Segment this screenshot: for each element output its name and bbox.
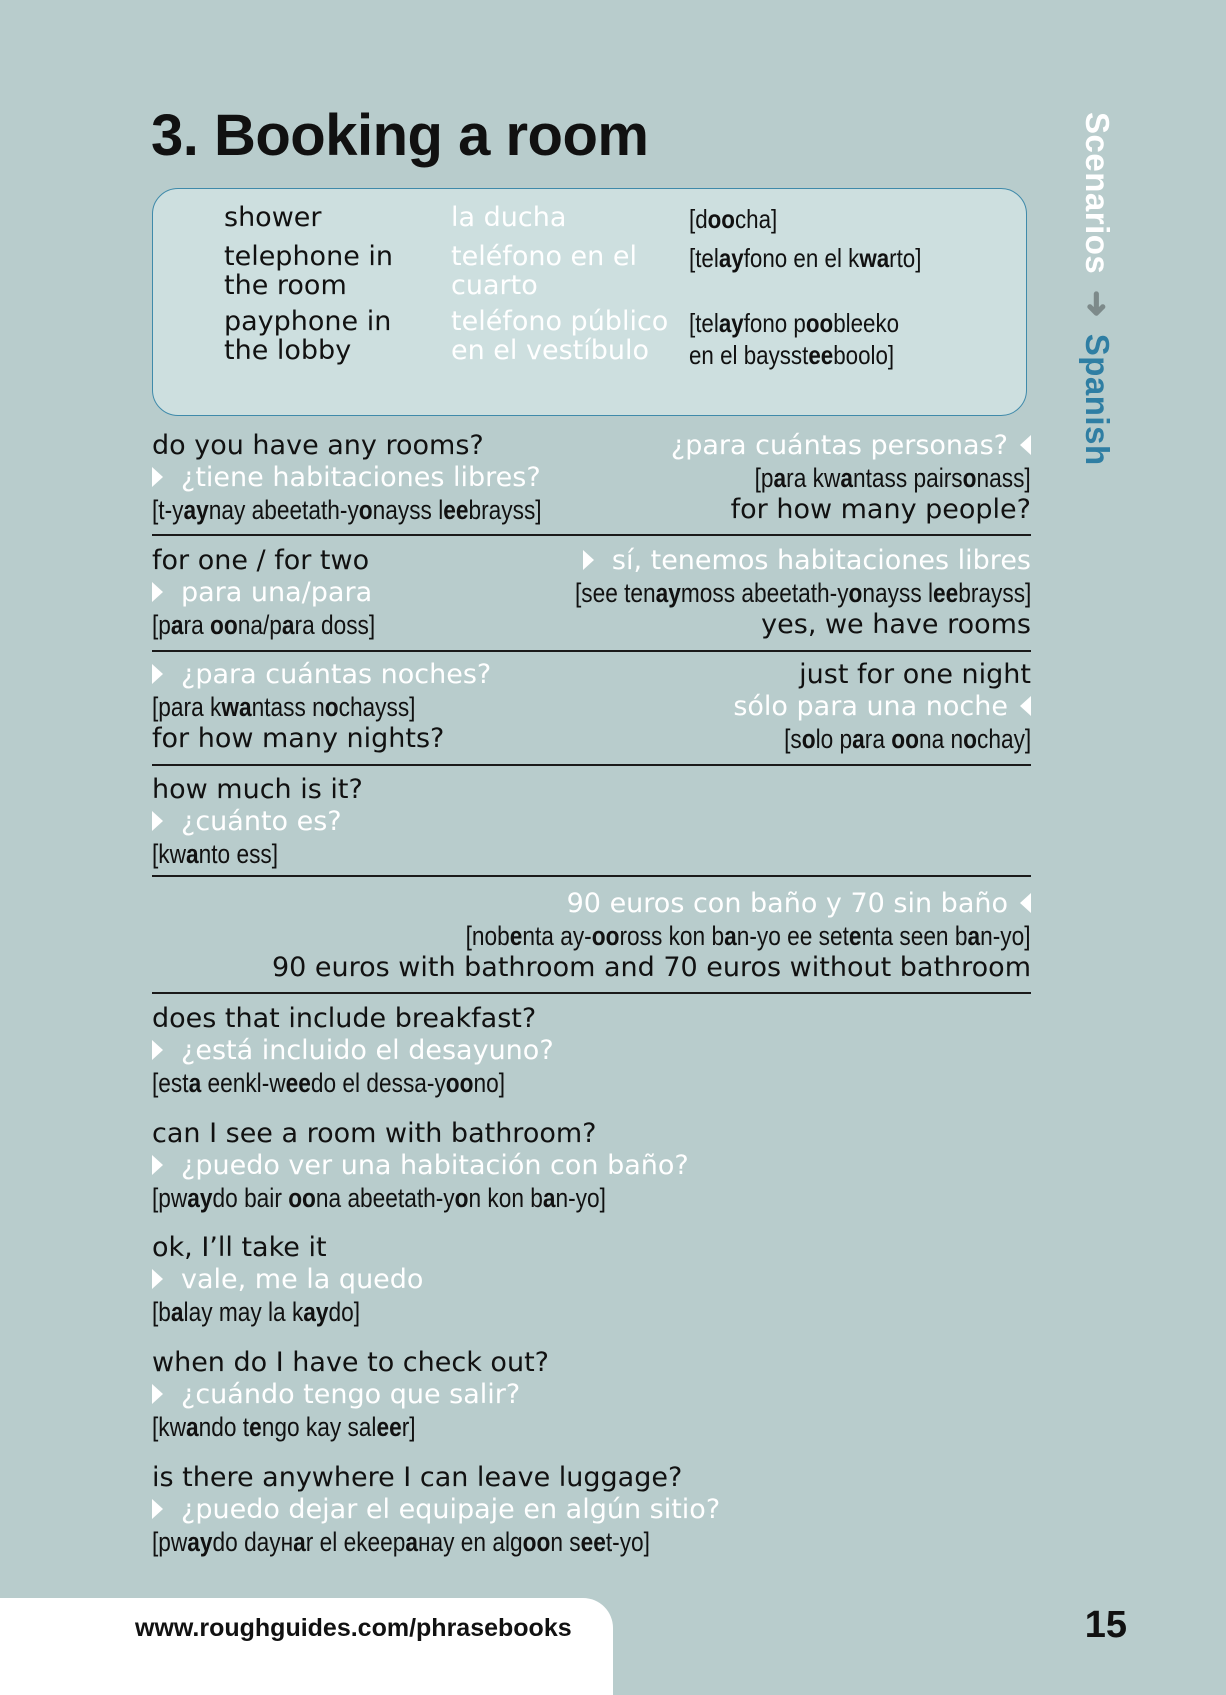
phrase-pronunciation: [t-yaynay abeetath-yonayss leebrayss] bbox=[152, 495, 542, 525]
triangle-right-icon bbox=[152, 1499, 163, 1519]
phrase-spanish: ¿tiene habitaciones libres? bbox=[152, 462, 616, 494]
phrase-pronunciation: [solo para oona nochay] bbox=[783, 724, 1031, 754]
phrase-block bbox=[152, 1232, 423, 1328]
section-tab bbox=[1078, 112, 1117, 466]
phrase-block bbox=[152, 1003, 572, 1099]
phrase-spanish: ¿cuándo tengo que salir? bbox=[152, 1379, 549, 1411]
phrase-english: can I see a room with bathroom? bbox=[152, 1118, 597, 1149]
phrase-spanish: ¿para cuántas personas? bbox=[671, 430, 1031, 462]
triangle-right-icon bbox=[152, 1040, 163, 1060]
triangle-right-icon bbox=[152, 1155, 163, 1175]
phrase-spanish: ¿cuánto es? bbox=[152, 806, 363, 838]
vocabulary-box bbox=[152, 188, 1027, 416]
triangle-right-icon bbox=[152, 582, 163, 602]
phrase-spanish: vale, me la quedo bbox=[152, 1264, 423, 1296]
phrase-pronunciation: [para kwantass pairsonass] bbox=[754, 463, 1031, 493]
phrase-english: do you have any rooms? bbox=[152, 430, 484, 461]
divider bbox=[152, 650, 1031, 652]
divider bbox=[152, 875, 1031, 877]
phrase-english: just for one night bbox=[799, 659, 1031, 690]
divider bbox=[152, 764, 1031, 766]
vocab-spanish: la ducha bbox=[451, 202, 567, 233]
vocab-spanish: teléfono público en el vestíbulo bbox=[451, 306, 669, 366]
vocab-pronunciation: [telayfono en el kwarto] bbox=[689, 243, 922, 273]
phrase-english: for how many people? bbox=[730, 494, 1031, 525]
triangle-right-icon bbox=[152, 1384, 163, 1404]
phrase-pronunciation: [see tenaymoss abeetath-yonayss leebrayss] bbox=[574, 578, 1031, 608]
phrase-english: how much is it? bbox=[152, 774, 363, 805]
vocab-english: shower bbox=[224, 202, 322, 233]
phrase-english: when do I have to check out? bbox=[152, 1347, 549, 1378]
phrase-pronunciation: [para oona/para doss] bbox=[152, 610, 376, 640]
phrase-block bbox=[272, 888, 1031, 984]
phrase-spanish: para una/para bbox=[152, 577, 418, 609]
phrase-english: for one / for two bbox=[152, 545, 370, 576]
phrase-pronunciation: [pwaydo bair oona abeetath-yon kon ban-yo] bbox=[152, 1183, 606, 1213]
vocab-pronunciation: [telayfono poobleeko en el bayssteeboolo] bbox=[689, 308, 900, 370]
phrase-block bbox=[152, 1118, 692, 1214]
triangle-left-icon bbox=[1020, 435, 1031, 455]
phrase-block bbox=[488, 545, 1031, 641]
phrase-pronunciation: [para kwantass nochayss] bbox=[152, 692, 416, 722]
section-label: Scenarios bbox=[1079, 112, 1116, 275]
vocab-pronunciation: [doocha] bbox=[689, 204, 778, 234]
phrase-block bbox=[671, 430, 1031, 526]
phrase-spanish: ¿está incluido el desayuno? bbox=[152, 1035, 572, 1067]
vocab-english: payphone in the lobby bbox=[224, 306, 392, 366]
arrow-icon: ➜ bbox=[1079, 289, 1116, 319]
triangle-right-icon bbox=[152, 811, 163, 831]
divider bbox=[152, 992, 1031, 994]
phrase-block bbox=[152, 1347, 549, 1443]
triangle-right-icon bbox=[152, 664, 163, 684]
phrase-spanish: 90 euros con baño y 70 sin baño bbox=[272, 888, 1031, 920]
phrase-block bbox=[152, 545, 418, 641]
page-number: 15 bbox=[1084, 1604, 1127, 1646]
phrase-english: does that include breakfast? bbox=[152, 1003, 537, 1034]
language-label: Spanish bbox=[1079, 333, 1116, 466]
footer-panel bbox=[0, 1598, 613, 1695]
phrase-pronunciation: [pwaydo dayнar el ekeepaнay en algoon seet-yo] bbox=[152, 1527, 650, 1557]
page-title: 3. Booking a room bbox=[151, 103, 649, 168]
phrase-english: 90 euros with bathroom and 70 euros without bathroom bbox=[271, 952, 1031, 983]
triangle-right-icon bbox=[152, 467, 163, 487]
triangle-left-icon bbox=[1020, 893, 1031, 913]
phrase-block bbox=[152, 1462, 745, 1558]
phrase-english: ok, I’ll take it bbox=[152, 1232, 327, 1263]
website-link[interactable]: www.roughguides.com/phrasebooks bbox=[135, 1614, 572, 1642]
phrase-block bbox=[152, 774, 363, 870]
phrase-pronunciation: [nobenta ay-ooross kon ban-yo ee setenta seen ban-yo] bbox=[466, 921, 1031, 951]
phrase-english: is there anywhere I can leave luggage? bbox=[152, 1462, 683, 1493]
phrase-spanish: ¿puedo ver una habitación con baño? bbox=[152, 1150, 692, 1182]
vocab-spanish: teléfono en el cuarto bbox=[451, 241, 637, 301]
phrase-spanish: sólo para una noche bbox=[733, 691, 1031, 723]
phrase-pronunciation: [esta eenkl-weedo el dessa-yoono] bbox=[152, 1068, 506, 1098]
triangle-right-icon bbox=[152, 1269, 163, 1289]
vocab-english: telephone in the room bbox=[224, 241, 394, 301]
phrase-pronunciation: [kwando tengo kay saleer] bbox=[152, 1412, 416, 1442]
divider bbox=[152, 534, 1031, 536]
phrase-pronunciation: [balay may la kaydo] bbox=[152, 1297, 361, 1327]
triangle-left-icon bbox=[1020, 696, 1031, 716]
phrase-english: yes, we have rooms bbox=[761, 609, 1031, 640]
phrase-spanish: ¿para cuántas noches? bbox=[152, 659, 491, 691]
phrase-spanish: sí, tenemos habitaciones libres bbox=[488, 545, 1031, 577]
phrase-spanish: ¿puedo dejar el equipaje en algún sitio? bbox=[152, 1494, 745, 1526]
phrase-block bbox=[152, 659, 491, 755]
phrase-pronunciation: [kwanto ess] bbox=[152, 839, 279, 869]
phrase-block bbox=[733, 659, 1031, 755]
phrase-english: for how many nights? bbox=[152, 723, 445, 754]
phrase-block bbox=[152, 430, 616, 526]
triangle-right-icon bbox=[583, 550, 594, 570]
